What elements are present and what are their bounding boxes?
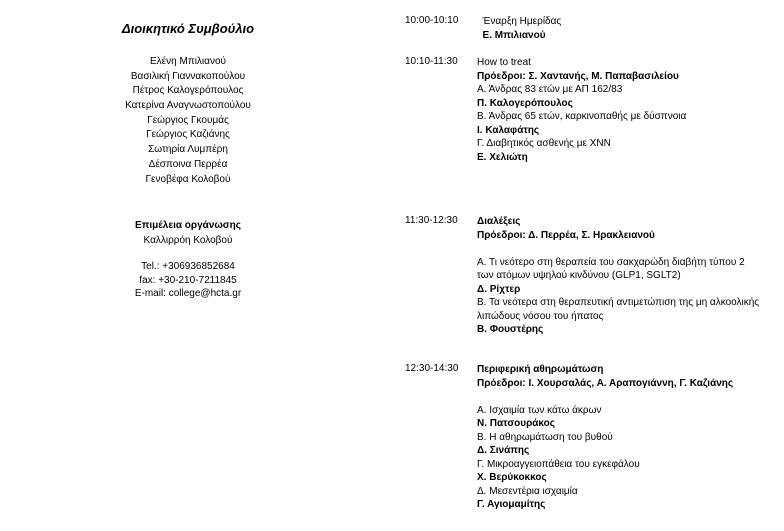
board-member: Γενοβέφα Κολοβού [145,173,231,185]
board-member: Πέτρος Καλογερόπουλος [132,85,244,97]
session-speaker: Γ. Αγιομαμίτης [477,499,546,510]
session-speaker: Β. Φουστέρης [477,324,544,335]
board-member: Γεώργιος Καζιάνης [146,129,230,141]
session-speaker: Δ. Ρίχτερ [477,283,521,295]
session-lines [477,215,782,337]
session-speaker: Διαλέξεις [477,216,521,227]
board-member: Βασιλική Γιαννακοπούλου [130,70,246,82]
organization-heading: Επιμέλεια οργάνωσης [135,220,241,231]
session-text: Β. Τα νεότερα στη θεραπευτική αντιμετώπιση της μη αλκοολικής [477,297,760,308]
board-member: Κατερίνα Αναγνωστοπούλου [125,100,251,112]
session-text: Α. Ισχαιμία των κάτω άκρων [477,404,602,416]
session-speaker: Ε. Χελιώτη [477,151,528,163]
board-member: Γεώργιος Γκουμάς [147,114,229,126]
contact-tel: Tel.: +306936852684 [141,261,235,272]
session-text: Γ. Διαβητικός ασθενής με ΧΝΝ [477,138,611,149]
contact-block [86,260,290,301]
session-speaker: Πρόεδροι: Σ. Χαντανής, Μ. Παπαβασιλείου [477,70,679,82]
session-text: των ατόμων υψηλού κινδύνου (GLP1, SGLT2) [477,270,681,281]
session-text [477,242,782,256]
board-member: Σωτηρία Λυμπέρη [148,144,228,156]
session-time: 10:10-11:30 [405,56,458,67]
session-speaker: Περιφερική αθηρωμάτωση [477,364,604,375]
session-speaker: Δ. Σινάπης [477,445,530,456]
session-text: Α. Τι νεότερο στη θεραπεία του σακχαρώδη διαβήτη τύπου 2 [477,256,745,268]
board-members-list [86,55,290,187]
session-text: How to treat [477,57,531,68]
session-text: λιπώδους νόσου του ήπατος [477,310,604,322]
organization-block [86,219,290,248]
organization-name: Καλλιρρόη Κολοβού [143,234,233,246]
session-text: Γ. Μικροαγγειοπάθεια του εγκεφάλου [477,458,640,470]
contact-fax: fax: +30-210-7211845 [139,274,237,286]
session-text: Β. Η αθηρωμάτωση του βυθού [477,431,613,443]
board-member: Δέσποινα Περρέα [148,158,228,170]
session-speaker: Π. Καλογερόπουλος [477,97,573,109]
session-time: 12:30-14:30 [405,363,459,374]
session-text: Δ. Μεσεντέρια ισχαιμία [477,485,578,497]
session-speaker: Πρόεδροι: Ι. Χουρσαλάς, Α. Αραπογιάννη, Γ. Καζιάνης [477,377,734,389]
session-speaker: Ν. Πατσουράκος [477,418,555,429]
session-lines [477,15,782,42]
session-text [477,390,782,404]
session-speaker: Ι. Καλαφάτης [477,124,540,136]
session-speaker: Χ. Βερύκοκκος [477,472,547,483]
board-member: Ελένη Μπιλιανού [150,56,226,67]
session-lines [477,56,782,164]
session-time: 11:30-12:30 [405,215,458,226]
session-text: Έναρξη Ημερίδας [477,16,562,27]
session-speaker: Ε. Μπιλιανού [477,29,546,41]
board-title: Διοικητικό Συμβούλιο [121,21,255,36]
session-speaker: Πρόεδροι: Δ. Περρέα, Σ. Ηρακλειανού [477,229,655,241]
session-lines [477,363,782,512]
session-text: Α. Άνδρας 83 ετών με ΑΠ 162/83 [477,84,623,95]
session-text: Β. Άνδρας 65 ετών, καρκινοπαθής με δύσπνοια [477,111,687,122]
contact-email: E-mail: college@hcta.gr [134,288,242,300]
session-time: 10:00-10:10 [405,15,459,26]
